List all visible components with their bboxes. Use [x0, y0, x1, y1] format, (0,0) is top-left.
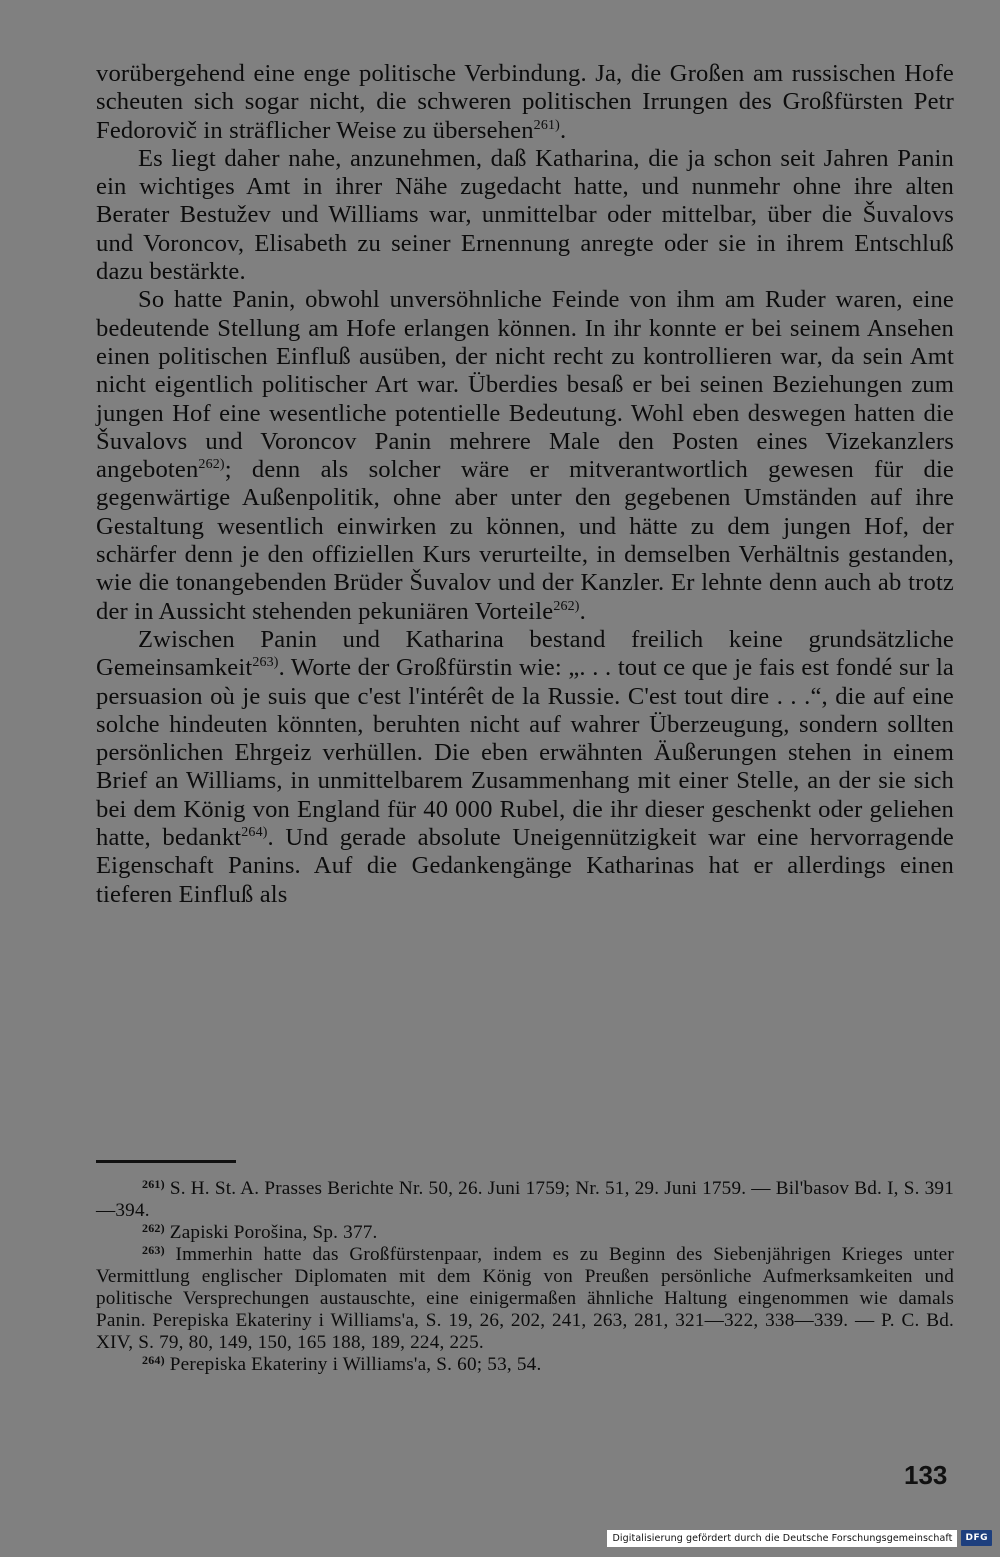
paragraph-text: Es liegt daher nahe, anzunehmen, daß Katharina, die ja schon seit Jahren Panin ein wichtiges Amt in ihrer Nähe zugedacht hatte, und nunmehr ohne ihre alten Berater Bestužev und Williams war, unmittelbar oder mittelbar, über die Šuvalovs und Voroncov, Elisabeth zu seiner Ernennung anregte oder sie in ihrem Entschluß dazu bestärkte. — [96, 144, 954, 286]
footnote-number: 263) — [142, 1243, 165, 1257]
footnote-number: 262) — [142, 1221, 165, 1235]
paragraph — [96, 145, 954, 286]
footnote-separator — [96, 1160, 236, 1163]
page-number: 133 — [904, 1460, 948, 1490]
digitization-credit — [607, 1527, 992, 1549]
credit-text: Digitalisierung gefördert durch die Deutsche Forschungsgemeinschaft — [607, 1530, 957, 1547]
paragraph-text: . — [579, 597, 586, 625]
footnote-reference[interactable]: 262) — [553, 598, 580, 614]
footnote-reference[interactable]: 264) — [241, 825, 268, 841]
paragraph-text: vorübergehend eine enge politische Verbindung. Ja, die Großen am russischen Hofe scheuten sich sogar nicht, die schweren politischen Irrungen des Großfürsten Petr Fedorovič in sträflicher Weise zu übersehen — [96, 60, 954, 144]
main-text-block — [96, 60, 954, 909]
footnote — [96, 1178, 954, 1222]
footnote — [96, 1244, 954, 1354]
paragraph-text: So hatte Panin, obwohl unversöhnliche Feinde von ihm am Ruder waren, eine bedeutende Stellung am Hofe erlangen können. In ihr konnte er bei seinem Ansehen einen politischen Einfluß ausüben, der nicht recht zu kontrollieren war, da sein Amt nicht eigentlich politischer Art war. Überdies besaß er bei seinen Beziehungen zum jungen Hof eine wesentliche potentielle Bedeutung. Wohl eben deswegen hatten die Šuvalovs und Voroncov Panin mehrere Male den Posten eines Vizekanzlers angeboten — [96, 286, 954, 484]
paragraph-text: . Und gerade absolute Uneigennützigkeit war eine hervorragende Eigenschaft Panins. Auf die Gedankengänge Katharinas hat er allerdings einen tieferen Einfluß als — [96, 824, 955, 908]
footnote-text: Zapiski Porošina, Sp. 377. — [164, 1222, 378, 1243]
paragraph — [96, 286, 954, 626]
footnote-reference[interactable]: 263) — [252, 655, 279, 671]
footnotes-block — [96, 1178, 954, 1376]
paragraph — [96, 60, 954, 145]
footnote-reference[interactable]: 262) — [198, 457, 225, 473]
footnote — [96, 1354, 954, 1376]
footnote-reference[interactable]: 261) — [533, 117, 560, 133]
footnote-text: Perepiska Ekateriny i Williams'a, S. 60; 53, 54. — [164, 1354, 542, 1375]
footnote — [96, 1222, 954, 1244]
footnote-text: S. H. St. A. Prasses Berichte Nr. 50, 26. Juni 1759; Nr. 51, 29. Juni 1759. — Bil'basov Bd. I, S. 391—394. — [96, 1178, 954, 1221]
footnote-number: 261) — [142, 1177, 165, 1191]
footnote-number: 264) — [142, 1353, 165, 1367]
paragraph-text: . — [559, 116, 567, 144]
paragraph — [96, 626, 954, 909]
footnote-text: Immerhin hatte das Großfürstenpaar, indem es zu Beginn des Siebenjährigen Krieges unter Vermittlung englischer Diplomaten mit dem König von Preußen persönliche Aufmerksamkeiten und politische Versprechungen austauschte, eine einigermaßen ähnliche Haltung eingenommen wie damals Panin. Perepiska Ekateriny i Williams'a, S. 19, 26, 202, 241, 263, 281, 321—322, 338—339. — P. C. Bd. XIV, S. 79, 80, 149, 150, 165 188, 189, 224, 225. — [96, 1244, 954, 1353]
paragraph-text: Zwischen Panin und Katharina bestand freilich keine grundsätzliche Gemeinsamkeit — [96, 625, 954, 682]
paragraph-text: ; denn als solcher wäre er mitverantwortlich gewesen für die gegenwärtige Außenpolitik, ohne aber unter den gegebenen Umständen auf ihre Gestaltung wesentlich einwirken zu können, und hätte zu dem jungen Hof, der schärfer denn je den offiziellen Kurs verurteilte, in demselben Verhältnis gestanden, wie die tonangebenden Brüder Šuvalov und der Kanzler. Er lehnte denn auch ab trotz der in Aussicht stehenden pekuniären Vorteile — [96, 456, 954, 625]
paragraph-text: . Worte der Großfürstin wie: „. . . tout ce que je fais est fondé sur la persuasion où je suis que c'est l'intérêt de la Russie. C'est tout dire . . .“, die auf eine solche hindeuten könnten, beruhten nicht auf wahrer Überzeugung, sondern sollten persönlichen Ehrgeiz verhüllen. Die eben erwähnten Äußerungen stehen in einem Brief an Williams, in unmittelbarem Zusammenhang mit einer Stelle, an der sie sich bei dem König von England für 40 000 Rubel, die ihr dieser geschenkt oder geliehen hatte, bedankt — [96, 654, 954, 852]
dfg-logo-icon: DFG — [961, 1530, 992, 1546]
